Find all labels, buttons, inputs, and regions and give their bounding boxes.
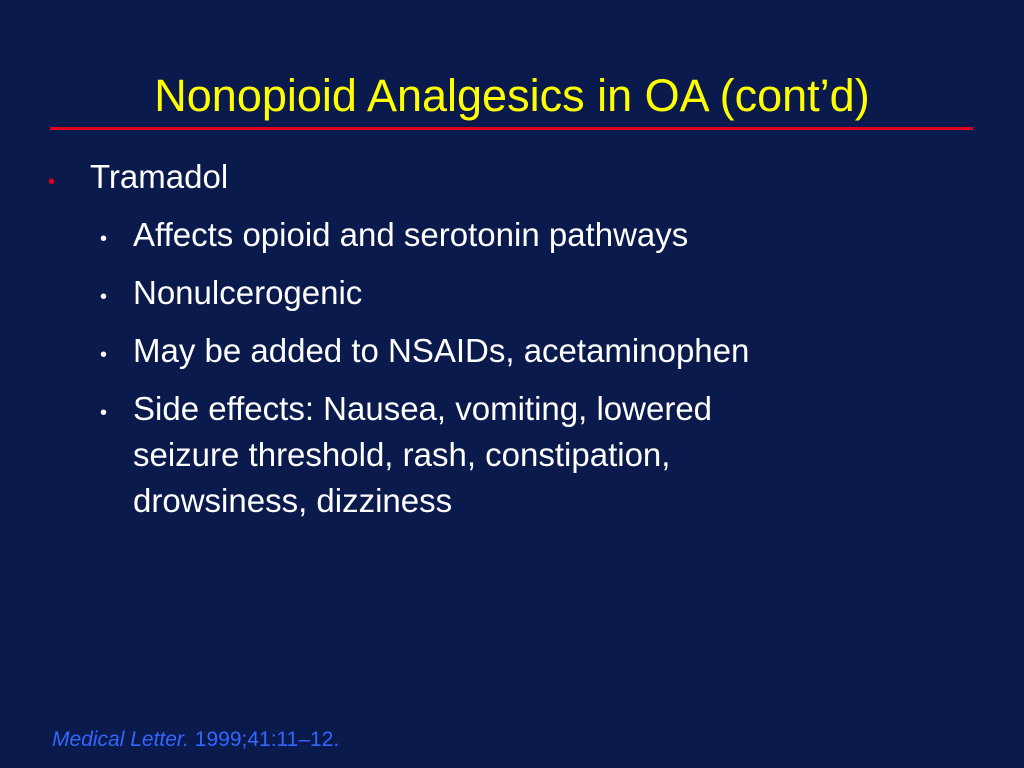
bullet-icon: • bbox=[100, 344, 108, 366]
sub-bullet-pathways: Affects opioid and serotonin pathways bbox=[133, 216, 689, 253]
sub-bullet-side-effects-line-1: Side effects: Nausea, vomiting, lowered bbox=[133, 390, 713, 427]
sub-bullet-nsaids: May be added to NSAIDs, acetaminophen bbox=[133, 332, 750, 369]
sub-bullet-nonulcerogenic: Nonulcerogenic bbox=[133, 274, 363, 311]
sub-bullet-side-effects-line-3: drowsiness, dizziness bbox=[133, 482, 453, 519]
slide-title: Nonopioid Analgesics in OA (cont’d) bbox=[154, 70, 870, 121]
bullet-icon: • bbox=[100, 402, 108, 424]
bullet-icon: • bbox=[100, 228, 108, 250]
citation-reference: 1999;41:11–12. bbox=[188, 728, 340, 751]
bullet-item-tramadol: Tramadol bbox=[90, 158, 229, 195]
citation bbox=[52, 727, 339, 753]
bullet-icon: • bbox=[100, 286, 108, 308]
bullet-icon: • bbox=[48, 171, 56, 193]
citation-source: Medical Letter. bbox=[52, 728, 189, 751]
sub-bullet-side-effects-line-2: seizure threshold, rash, constipation, bbox=[133, 436, 671, 473]
